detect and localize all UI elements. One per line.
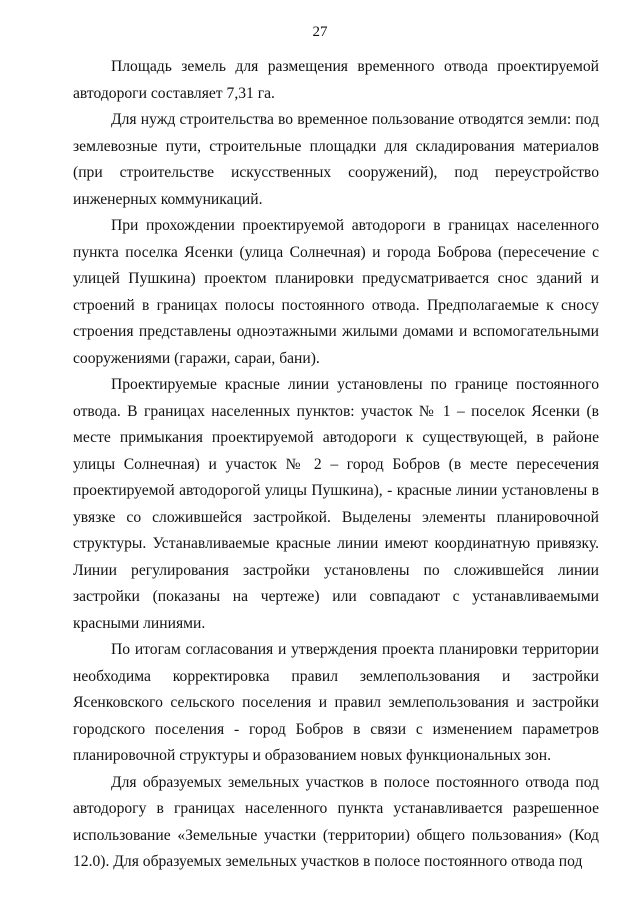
paragraph-permitted-use: Для образуемых земельных участков в полосе постоянного отвода под автодорогу в границах населенного пункта устанавливается разрешенное использование «Земельные участки (территории) общего пользования» (Код 12.0). Для образуемых земельных участков в полосе постоянного отвода под xyxy=(73,773,599,870)
paragraph-construction-needs: Для нужд строительства во временное пользование отводятся земли: под землевозные пути, строительные площадки для складирования материалов (при строительстве искусственных сооружений), под переустройство инженерных коммуникаций. xyxy=(73,111,599,208)
paragraph-zoning-correction: По итогам согласования и утверждения проекта планировки территории необходима корректировка правил землепользования и застройки Ясенковского сельского поселения и правил землепользования и застройки городского поселения - город Бобров в связи с изменением параметров планировочной структуры и образованием новых функциональных зон. xyxy=(73,641,599,764)
paragraph-demolition: При прохождении проектируемой автодороги в границах населенного пункта поселка Ясенки (улица Солнечная) и города Боброва (пересечение с улицей Пушкина) проектом планировки предусматривается снос зданий и строений в границах полосы постоянного отвода. Предполагаемые к сносу строения представлены одноэтажными жилыми домами и вспомогательными сооружениями (гаражи, сараи, бани). xyxy=(73,217,599,367)
paragraph-red-lines: Проектируемые красные линии установлены по границе постоянного отвода. В границах населенных пунктов: участок № 1 – поселок Ясенки (в месте примыкания проектируемой автодороги к существующей, в районе улицы Солнечная) и участок № 2 – город Бобров (в месте пересечения проектируемой автодорогой улицы Пушкина), - красные линии установлены в увязке со сложившейся застройкой. Выделены элементы планировочной структуры. Устанавливаемые красные линии имеют координатную привязку. Линии регулирования застройки установлены по сложившейся линии застройки (показаны на чертеже) или совпадают с устанавливаемыми красными линиями. xyxy=(73,376,599,632)
paragraph-temporary-land-area: Площадь земель для размещения временного отвода проектируемой автодороги составляет 7,31 га. xyxy=(73,58,599,102)
document-body xyxy=(73,54,599,876)
page-number: 27 xyxy=(312,24,328,40)
